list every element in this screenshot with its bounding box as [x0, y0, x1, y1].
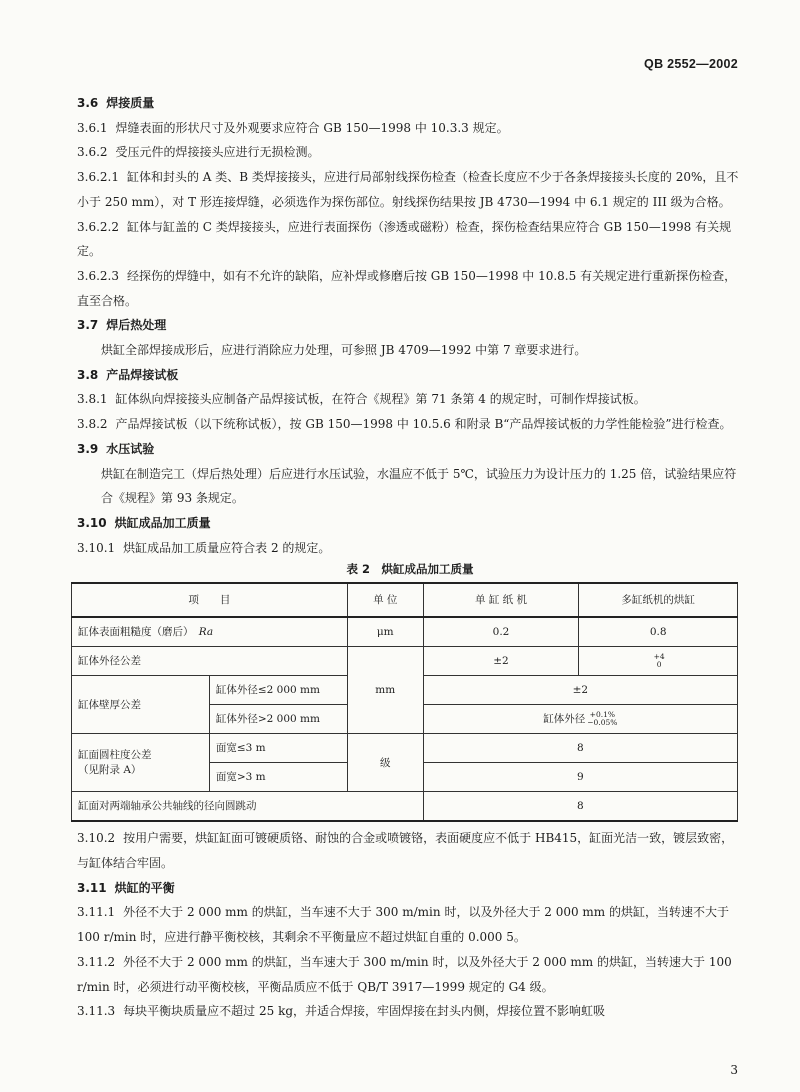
value-cell: 8: [423, 792, 737, 822]
header-single: 单 缸 纸 机: [423, 583, 579, 617]
clause: 烘缸全部焊接成形后，应进行消除应力处理，可参照 JB 4709—1992 中第 7 章要求进行。: [101, 343, 587, 358]
value-cell: ±2: [423, 647, 579, 676]
sub-label: 面宽>3 m: [209, 763, 347, 792]
unit-cell: μm: [347, 617, 423, 647]
clause: 3.11.1 外径不大于 2 000 mm 的烘缸，当车速不大于 300 m/min 时，以及外径大于 2 000 mm 的烘缸，当转速不大于 100 r/min 时，应进行静平衡校核，其剩余不平衡量应不超过烘缸自重的 0.000 5。: [77, 905, 729, 945]
clause: 3.6.2.3 经探伤的焊缝中，如有不允许的缺陷，应补焊或修磨后按 GB 150—1998 中 10.8.5 有关规定进行重新探伤检查，直至合格。: [77, 268, 737, 308]
clause: 3.11.3 每块平衡块质量应不超过 25 kg，并适合焊接，牢固焊接在封头内侧，焊接位置不影响虹吸: [77, 1004, 606, 1019]
value-cell: 0.2: [423, 617, 579, 647]
clause: 烘缸在制造完工（焊后热处理）后应进行水压试验，水温应不低于 5℃，试验压力为设计压力的 1.25 倍，试验结果应符合《规程》第 93 条规定。: [101, 466, 737, 506]
clause: 3.6.2.1 缸体和封头的 A 类、B 类焊接接头，应进行局部射线探伤检查（检查长度应不少于各条焊接接头长度的 20%，且不小于 250 mm），对 T 形连接焊缝，必须选作为探伤部位。射线探伤结果按 JB 4730—1994 中 6.1 规定的 III 级为合格。: [77, 170, 739, 209]
row-label: 缸面对两端轴承公共轴线的径向圆跳动: [72, 792, 424, 822]
sub-label: 面宽≤3 m: [209, 734, 347, 763]
value-cell: 0.8: [579, 617, 738, 647]
clause: 3.8.2 产品焊接试板（以下统称试板），按 GB 150—1998 中 10.5.6 和附录 B“产品焊接试板的力学性能检验”进行检查。: [77, 417, 732, 432]
row-label: 缸面圆柱度公差 （见附录 A）: [72, 734, 210, 792]
tolerance-stack: +4 0: [653, 652, 665, 669]
standard-code-header: QB 2552—2002: [644, 57, 738, 71]
clause-heading: 3.11 烘缸的平衡: [77, 880, 175, 895]
value-cell: 缸体外径 +0.1% −0.05%: [423, 705, 737, 734]
clause: 3.10.2 按用户需要，烘缸缸面可镀硬质铬、耐蚀的合金或喷镀铬，表面硬度应不低于 HB415，缸面光洁一致，镀层致密，与缸体结合牢固。: [77, 831, 734, 871]
table-row: [72, 792, 738, 822]
clause-heading: 3.10 烘缸成品加工质量: [77, 515, 211, 530]
clause: 3.10.1 烘缸成品加工质量应符合表 2 的规定。: [77, 540, 331, 555]
table-row: [72, 647, 738, 676]
clauses-after-table: [77, 826, 743, 1024]
row-label: 缸体壁厚公差: [72, 676, 210, 734]
row-label: 缸体外径公差: [72, 647, 348, 676]
clause: 3.8.1 缸体纵向焊接接头应制备产品焊接试板，在符合《规程》第 71 条第 4 的规定时，可制作焊接试板。: [77, 392, 646, 407]
clause-heading: 3.8 产品焊接试板: [77, 367, 179, 382]
header-multi: 多缸纸机的烘缸: [579, 583, 738, 617]
document-body: [77, 91, 743, 1024]
quality-table: [71, 582, 738, 822]
table-row: [72, 617, 738, 647]
page-number: 3: [730, 1063, 738, 1077]
unit-cell: 级: [347, 734, 423, 792]
unit-cell: mm: [347, 647, 423, 734]
sub-label: 缸体外径>2 000 mm: [209, 705, 347, 734]
clause-heading: 3.6 焊接质量: [77, 96, 155, 110]
row-label: 缸体表面粗糙度（磨后） Ra: [72, 617, 348, 647]
value-cell: 9: [423, 763, 737, 792]
clause: 3.6.1 焊缝表面的形状尺寸及外观要求应符合 GB 150—1998 中 10.3.3 规定。: [77, 120, 509, 135]
tolerance-stack: +0.1% −0.05%: [587, 710, 618, 727]
clause: 3.6.2.2 缸体与缸盖的 C 类焊接接头，应进行表面探伤（渗透或磁粉）检查，探伤检查结果应符合 GB 150—1998 有关规定。: [77, 219, 732, 259]
clause-heading: 3.9 水压试验: [77, 441, 155, 456]
clause: 3.6.2 受压元件的焊接接头应进行无损检测。: [77, 145, 320, 160]
header-unit: 单 位: [347, 583, 423, 617]
value-cell: 8: [423, 734, 737, 763]
value-cell: [579, 647, 738, 676]
clauses-before-table: [77, 91, 743, 560]
sub-label: 缸体外径≤2 000 mm: [209, 676, 347, 705]
header-item: 项 目: [72, 583, 348, 617]
table-header-row: [72, 583, 738, 617]
table-caption: 表 2 烘缸成品加工质量: [346, 562, 474, 577]
value-cell: ±2: [423, 676, 737, 705]
clause-heading: 3.7 焊后热处理: [77, 318, 167, 333]
clause: 3.11.2 外径不大于 2 000 mm 的烘缸，当车速大于 300 m/min 时，以及外径大于 2 000 mm 的烘缸，当转速大于 100 r/min 时，必须进行动平衡校核，平衡品质应不低于 QB/T 3917—1999 规定的 G4 级。: [77, 954, 732, 994]
table-row: [72, 734, 738, 763]
